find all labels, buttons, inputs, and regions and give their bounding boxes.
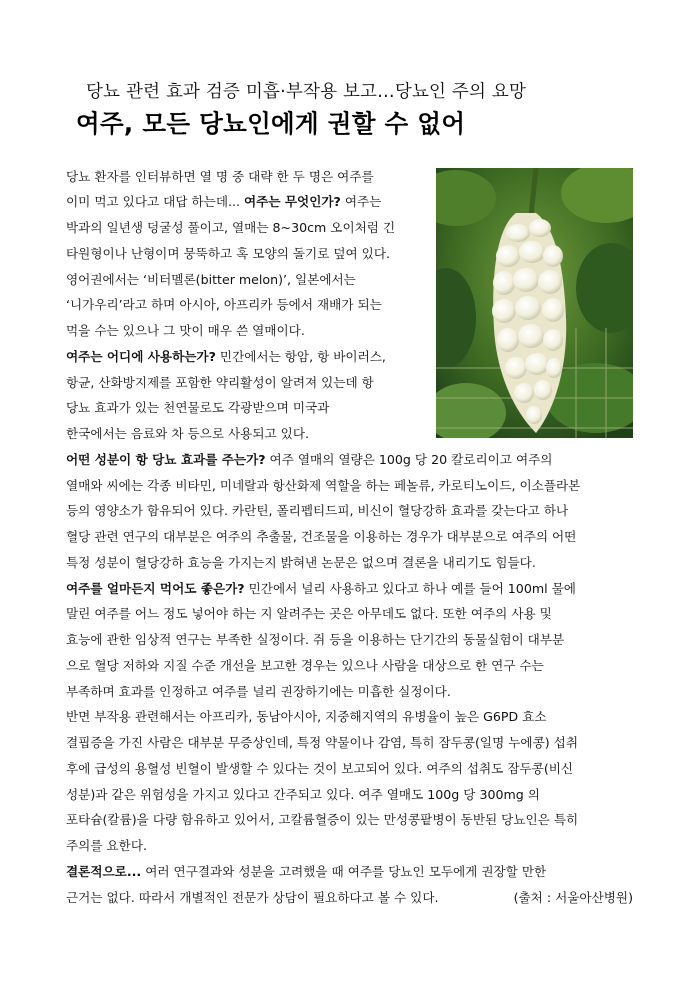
body-line: ‘니가우리’라고 하며 아시아, 아프리카 등에서 재배가 되는 <box>66 297 382 312</box>
body-line: 반면 부작용 관련해서는 아프리카, 동남아시아, 지중해지역의 유병율이 높은 G6PD 효소 <box>66 709 547 724</box>
body-line: 부족하며 효과를 인정하고 여주를 널리 권장하기에는 미흡한 실정이다. <box>66 684 451 699</box>
bitter-melon-illustration <box>436 168 633 438</box>
body-line: 한국에서는 음료와 차 등으로 사용되고 있다. <box>66 426 309 441</box>
body-line: 여주를 얼마든지 먹어도 좋은가? 민간에서 널리 사용하고 있다고 하나 예를 들어 100ml 물에 <box>66 581 576 596</box>
body-line: 성분)과 같은 위험성을 가지고 있다고 간주되고 있다. 여주 열매도 100g 당 300mg 의 <box>66 787 540 802</box>
body-line: 영어권에서는 ‘비터멜론(bitter melon)’, 일본에서는 <box>66 272 356 287</box>
body-line: 결론적으로... 여러 연구결과와 성분을 고려했을 때 여주를 당뇨인 모두에게 권장할 만한 <box>66 864 547 879</box>
body-line-last: 근거는 없다. 따라서 개별적인 전문가 상담이 필요하다고 볼 수 있다. (출처 : 서울아산병원) <box>66 890 633 905</box>
question-heading: 여주는 무엇인가? <box>244 194 341 209</box>
body-line: 항균, 산화방지제를 포함한 약리활성이 알려져 있는데 항 <box>66 375 374 390</box>
question-heading: 어떤 성분이 항 당뇨 효과를 주는가? <box>66 452 266 467</box>
body-line: 으로 혈당 저하와 지질 수준 개선을 보고한 경우는 있으나 사람을 대상으로 한 연구 수는 <box>66 658 544 673</box>
body-line: 말린 여주를 어느 정도 넣어야 하는 지 알려주는 곳은 아무데도 없다. 또한 여주의 사용 및 <box>66 606 552 621</box>
body-line: 당뇨 효과가 있는 천연물로도 각광받으며 미국과 <box>66 400 330 415</box>
source-citation: (출처 : 서울아산병원) <box>513 890 633 905</box>
question-heading: 결론적으로... <box>66 864 142 879</box>
body-line: 등의 영양소가 함유되어 있다. 카란틴, 폴리펩티드피, 비신이 혈당강하 효과를 갖는다고 하나 <box>66 503 569 518</box>
body-line: 이미 먹고 있다고 대답 하는데... 여주는 무엇인가? 여주는 <box>66 194 382 209</box>
body-line: 결핍증을 가진 사람은 대부분 무증상인데, 특정 약물이나 감염, 특히 잠두콩(일명 누에콩) 섭취 <box>66 735 578 750</box>
body-line: 여주는 어디에 사용하는가? 민간에서는 항암, 항 바이러스, <box>66 349 386 364</box>
body-line: 혈당 관련 연구의 대부분은 여주의 추출물, 건조물을 이용하는 경우가 대부분으로 여주의 어떤 <box>66 529 577 544</box>
bitter-melon-photo <box>436 168 633 438</box>
body-line: 당뇨 환자를 인터뷰하면 열 명 중 대략 한 두 명은 여주를 <box>66 169 374 184</box>
article-title: 여주, 모든 당뇨인에게 권할 수 없어 <box>76 109 466 138</box>
article-subtitle: 당뇨 관련 효과 검증 미흡·부작용 보고…당뇨인 주의 요망 <box>86 82 527 102</box>
body-line: 효능에 관한 임상적 연구는 부족한 실정이다. 쥐 등을 이용하는 단기간의 동물실험이 대부분 <box>66 632 565 647</box>
body-line: 타원형이나 난형이며 뭉뚝하고 혹 모양의 돌기로 덮여 있다. <box>66 246 390 261</box>
question-heading: 여주를 얼마든지 먹어도 좋은가? <box>66 581 245 596</box>
body-line: 열매와 씨에는 각종 비타민, 미네랄과 항산화제 역할을 하는 페놀류, 카로티노이드, 이소플라본 <box>66 478 581 493</box>
body-line: 먹을 수는 있으나 그 맛이 매우 쓴 열매이다. <box>66 323 305 338</box>
question-heading: 여주는 어디에 사용하는가? <box>66 349 216 364</box>
body-line: 포타슘(칼륨)을 다량 함유하고 있어서, 고칼륨혈증이 있는 만성콩팥병이 동반된 당뇨인은 특히 <box>66 812 579 827</box>
body-line: 특정 성분이 혈당강하 효능을 가지는지 밝혀낸 논문은 없으며 결론을 내리기도 힘들다. <box>66 555 536 570</box>
body-line: 주의를 요한다. <box>66 838 147 853</box>
body-line: 박과의 일년생 덩굴성 풀이고, 열매는 8~30cm 오이처럼 긴 <box>66 220 396 235</box>
body-line: 후에 급성의 용혈성 빈혈이 발생할 수 있다는 것이 보고되어 있다. 여주의 섭취도 잠두콩(비신 <box>66 761 574 776</box>
body-line: 어떤 성분이 항 당뇨 효과를 주는가? 여주 열매의 열량은 100g 당 20 칼로리이고 여주의 <box>66 452 553 467</box>
